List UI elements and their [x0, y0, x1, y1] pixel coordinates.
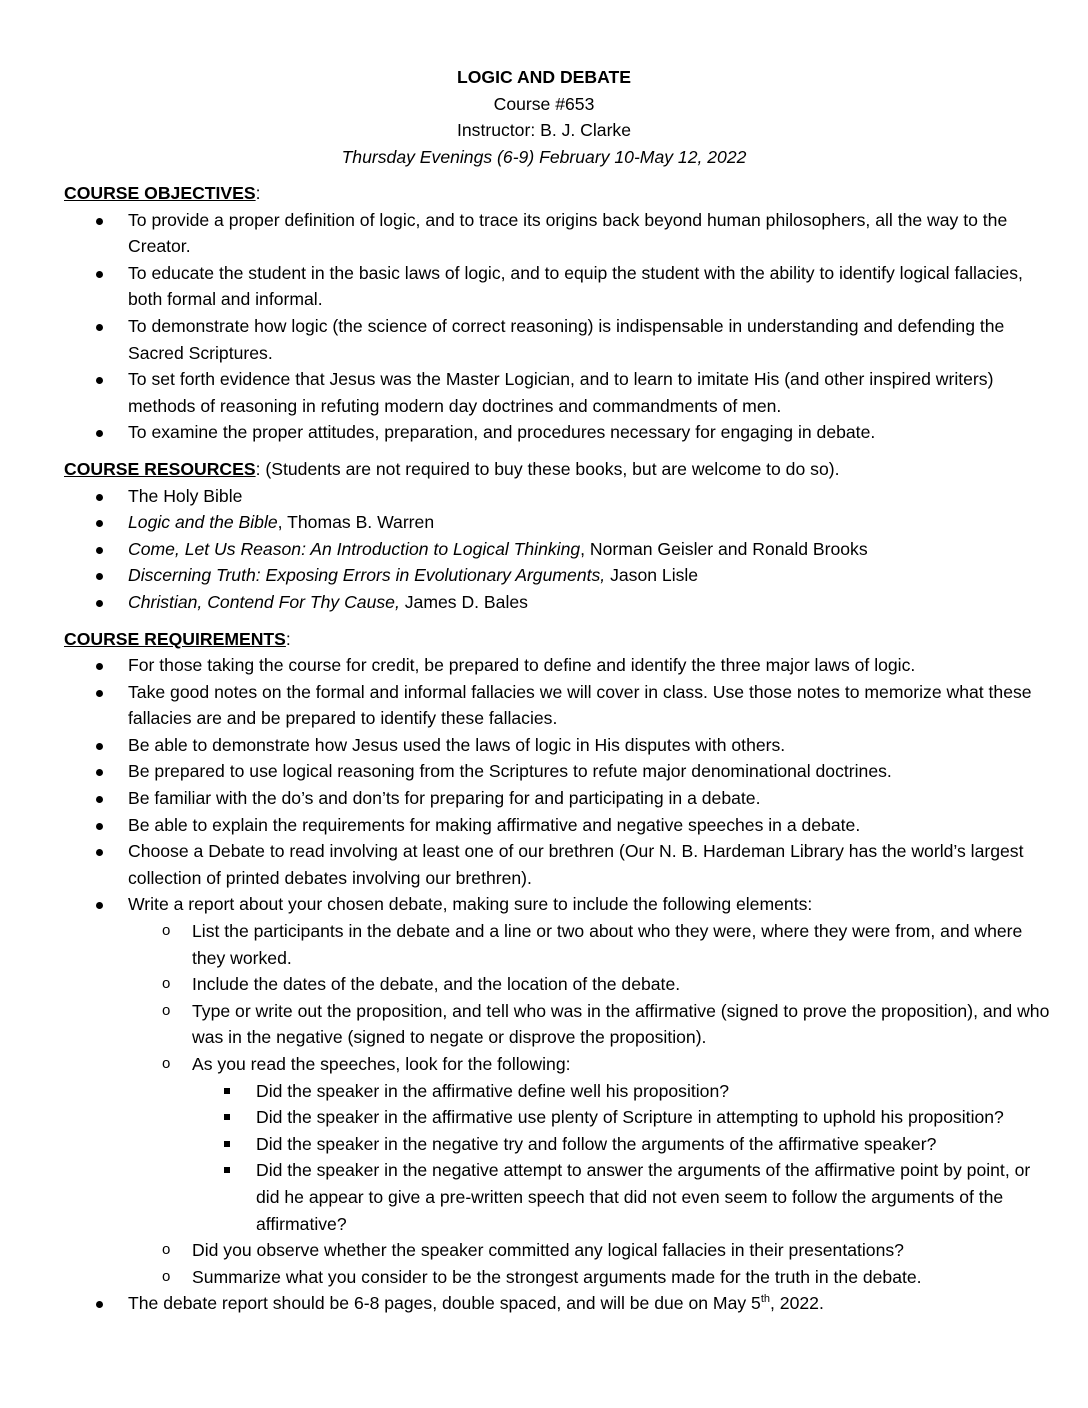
list-item [128, 998, 1054, 1051]
list-item [64, 652, 1054, 679]
list-item [128, 1051, 1054, 1237]
resource-title: Logic and the Bible [128, 512, 278, 533]
requirement-text: Take good notes on the formal and informal fallacies we will cover in class. Use those notes to memorize what these fallacies are and be prepared to identify these fallacies. [128, 681, 1032, 729]
hollow-bullet-icon: o [162, 1001, 171, 1019]
list-item [64, 207, 1054, 260]
objective-text: To educate the student in the basic laws of logic, and to equip the student with the ability to identify logical fallacies, both formal and informal. [128, 262, 1023, 310]
objectives-heading-colon: : [255, 183, 261, 203]
hollow-bullet-icon: o [162, 1267, 171, 1285]
bullet-icon [96, 520, 103, 527]
bullet-icon [96, 902, 103, 909]
list-item [64, 366, 1054, 419]
resources-heading [64, 456, 1054, 483]
requirements-heading-label: COURSE REQUIREMENTS [64, 628, 286, 649]
objectives-heading-label: COURSE OBJECTIVES [64, 183, 256, 203]
hollow-bullet-icon: o [162, 975, 171, 993]
list-item [192, 1078, 1054, 1105]
list-item [192, 1104, 1054, 1131]
resource-author: , Thomas B. Warren [277, 512, 435, 533]
resource-title: Discerning Truth: Exposing Errors in Evolutionary Arguments, [128, 565, 606, 586]
instructor-line: Instructor: B. J. Clarke [456, 120, 632, 141]
list-item [64, 812, 1054, 839]
report-element-text: Summarize what you consider to be the strongest arguments made for the truth in the debate. [192, 1266, 922, 1287]
requirement-text: Write a report about your chosen debate, making sure to include the following elements: [128, 894, 813, 915]
report-due-year: , 2022. [770, 1293, 824, 1314]
resources-heading-label: COURSE RESOURCES [64, 458, 256, 479]
square-bullet-icon [224, 1114, 230, 1120]
document-body [64, 180, 1054, 1327]
requirement-text: Be familiar with the do’s and don’ts for preparing for and participating in a debate. [128, 788, 761, 809]
objectives-list [64, 207, 1054, 446]
bullet-icon [96, 494, 103, 501]
requirements-list [64, 652, 1054, 1317]
report-element-text: Did you observe whether the speaker committed any logical fallacies in their presentations? [192, 1240, 904, 1261]
bullet-icon [96, 600, 103, 607]
list-item [128, 971, 1054, 998]
bullet-icon [96, 547, 103, 554]
bullet-icon [96, 324, 103, 331]
list-item [64, 679, 1054, 732]
report-elements-list [128, 918, 1054, 1290]
objective-text: To provide a proper definition of logic, and to trace its origins back beyond human philosophers, all the way to the Creator. [128, 209, 1008, 257]
list-item [64, 260, 1054, 313]
report-element-text: Include the dates of the debate, and the location of the debate. [192, 974, 681, 995]
bullet-icon [96, 796, 103, 803]
objective-text: To examine the proper attitudes, preparation, and procedures necessary for engaging in debate. [128, 422, 876, 443]
resources-heading-colon: : [255, 458, 261, 479]
requirement-text: Be prepared to use logical reasoning from the Scriptures to refute major denominational doctrines. [128, 761, 892, 782]
ordinal-suffix: th [760, 1293, 771, 1306]
list-item [64, 589, 1054, 616]
bullet-icon [96, 573, 103, 580]
objective-text: To demonstrate how logic (the science of correct reasoning) is indispensable in understanding and defending the Sacred Scriptures. [128, 315, 1005, 363]
hollow-bullet-icon: o [162, 1055, 171, 1072]
document-header [0, 64, 1088, 170]
list-item [128, 918, 1054, 971]
schedule-line: Thursday Evenings (6-9) February 10-May 12, 2022 [341, 146, 747, 167]
requirement-text: Be able to demonstrate how Jesus used the laws of logic in His disputes with others. [128, 734, 786, 755]
resources-note: (Students are not required to buy these books, but are welcome to do so). [260, 458, 840, 479]
report-due-text: The debate report should be 6-8 pages, double spaced, and will be due on May 5 [128, 1293, 761, 1314]
list-item [64, 536, 1054, 563]
square-bullet-icon [224, 1088, 230, 1094]
hollow-bullet-icon: o [162, 922, 171, 940]
bullet-icon [96, 743, 103, 750]
bullet-icon [96, 823, 103, 830]
objective-text: To set forth evidence that Jesus was the Master Logician, and to learn to imitate His (and other inspired writers) methods of reasoning in refuting modern day doctrines and commandments of men. [128, 369, 994, 416]
requirements-heading-colon: : [285, 628, 291, 649]
bullet-icon [96, 849, 103, 856]
list-item [64, 785, 1054, 812]
bullet-icon [96, 769, 103, 776]
requirement-text: Be able to explain the requirements for making affirmative and negative speeches in a debate. [128, 814, 861, 835]
square-bullet-icon [224, 1141, 230, 1147]
resource-title: Come, Let Us Reason: An Introduction to Logical Thinking [128, 538, 581, 559]
speech-checks-list [192, 1078, 1054, 1238]
bullet-icon [96, 377, 103, 384]
resource-text: The Holy Bible [128, 485, 243, 506]
bullet-icon [96, 690, 103, 697]
report-element-text: Type or write out the proposition, and tell who was in the affirmative (signed to prove the proposition), and who was in the negative (signed to negate or disprove the proposition). [192, 1000, 1050, 1048]
speech-check-text: Did the speaker in the negative attempt to answer the arguments of the affirmative point by point, or did he appear to give a pre-written speech that did not even seem to follow the arguments of the affirmative? [256, 1160, 1031, 1234]
course-title: LOGIC AND DEBATE [457, 67, 631, 87]
bullet-icon [96, 663, 103, 670]
list-item [192, 1157, 1054, 1237]
bullet-icon [96, 430, 103, 437]
report-element-text: As you read the speeches, look for the following: [192, 1054, 571, 1074]
bullet-icon [96, 218, 103, 225]
list-item [128, 1264, 1054, 1291]
list-item [64, 838, 1054, 891]
list-item [64, 509, 1054, 536]
list-item [64, 419, 1054, 446]
speech-check-text: Did the speaker in the affirmative use plenty of Scripture in attempting to uphold his proposition? [256, 1107, 1004, 1128]
list-item [64, 891, 1054, 1290]
bullet-icon [96, 271, 103, 278]
list-item [192, 1131, 1054, 1158]
report-element-text: List the participants in the debate and a line or two about who they were, where they were from, and where they worked. [192, 921, 1023, 968]
requirement-text: For those taking the course for credit, be prepared to define and identify the three major laws of logic. [128, 655, 916, 676]
list-item [64, 1290, 1054, 1317]
square-bullet-icon [224, 1167, 230, 1173]
resource-author: Jason Lisle [605, 565, 699, 586]
resources-list [64, 483, 1054, 616]
list-item [64, 562, 1054, 589]
list-item [64, 758, 1054, 785]
hollow-bullet-icon: o [162, 1241, 171, 1259]
requirements-heading [64, 626, 1054, 653]
course-number: Course #653 [493, 93, 595, 114]
list-item [64, 732, 1054, 759]
list-item [64, 483, 1054, 510]
objectives-heading [64, 180, 1054, 207]
list-item [128, 1237, 1054, 1264]
bullet-icon [96, 1301, 103, 1308]
list-item [64, 313, 1054, 366]
resource-author: , Norman Geisler and Ronald Brooks [580, 538, 868, 559]
resource-title: Christian, Contend For Thy Cause, [128, 591, 400, 612]
resource-author: James D. Bales [399, 591, 528, 612]
speech-check-text: Did the speaker in the negative try and follow the arguments of the affirmative speaker? [256, 1133, 937, 1154]
requirement-text: Choose a Debate to read involving at least one of our brethren (Our N. B. Hardeman Library has the world’s largest collection of printed debates involving our brethren). [128, 841, 1024, 888]
speech-check-text: Did the speaker in the affirmative define well his proposition? [256, 1080, 730, 1101]
